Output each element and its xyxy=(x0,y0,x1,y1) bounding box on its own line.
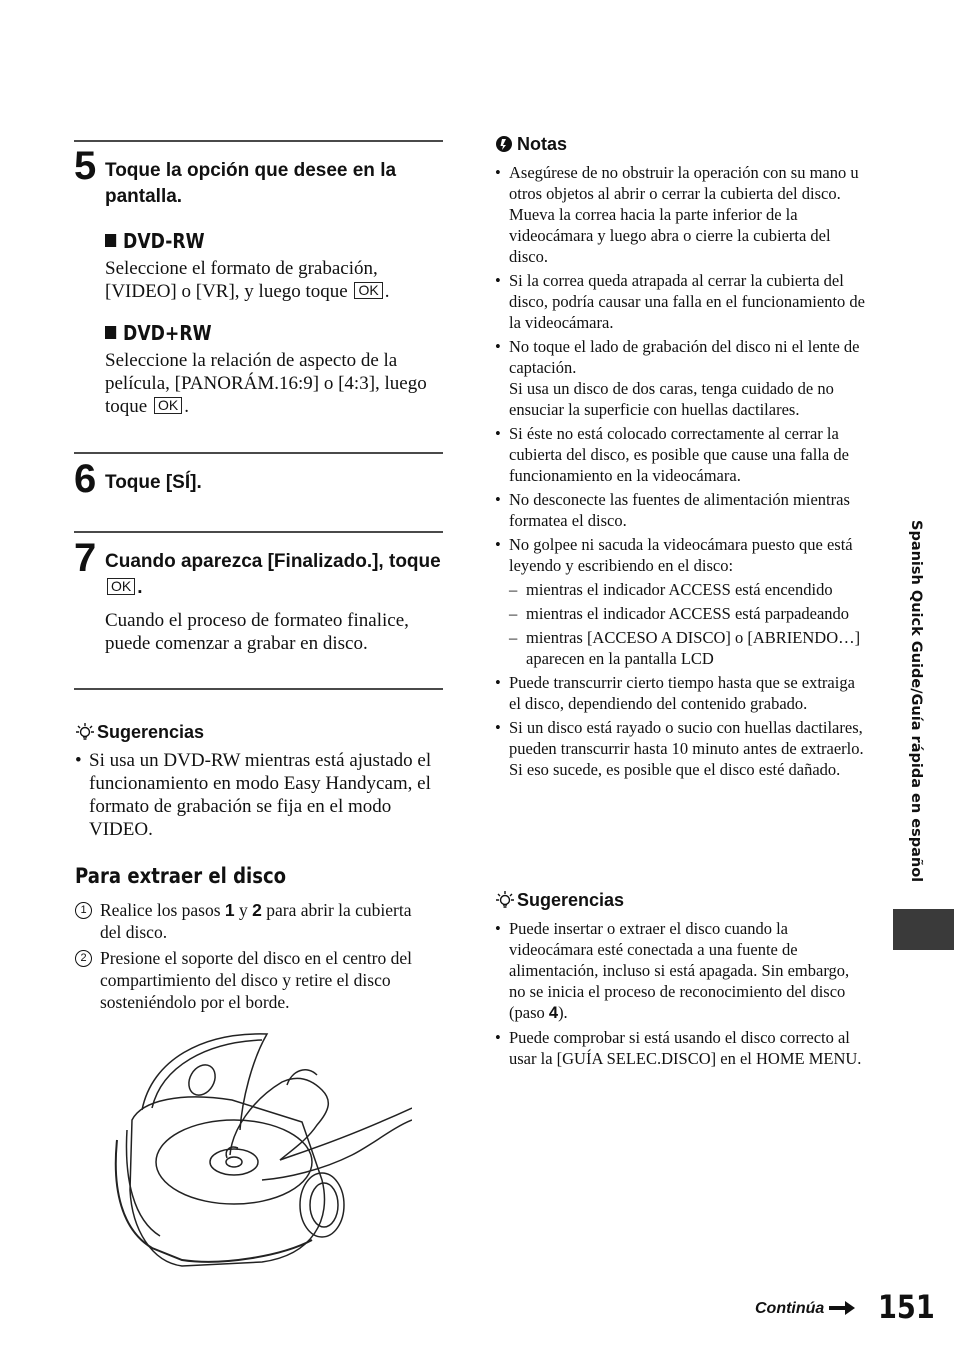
section-heading: DVD-RW xyxy=(105,229,205,253)
divider xyxy=(74,688,443,690)
numbered-step: 1 Realice los pasos 1 y 2 para abrir la cubierta del disco. xyxy=(75,899,435,943)
tips-heading: Sugerencias xyxy=(495,889,624,914)
divider xyxy=(74,452,443,454)
list-item: • Puede comprobar si está usando el disco correcto al usar la [GUÍA SELEC.DISCO] en el HOME MENU. xyxy=(495,1028,862,1068)
list-item: • Asegúrese de no obstruir la operación con su mano u otros objetos al abrir o cerrar la cubierta del disco. Mueva la correa hacia la parte inferior de la videocámara y luego abra o cierre la cubierta del disco. xyxy=(495,163,859,266)
step-title: Toque la opción que desee en la pantalla. xyxy=(105,160,397,207)
step-title: Cuando aparezca [Finalizado.], toque OK . xyxy=(105,551,441,598)
list-item: • No toque el lado de grabación del disco ni el lente de captación. Si usa un disco de dos caras, tenga cuidado de no ensuciar la superficie con huellas dactilares. xyxy=(495,337,860,419)
step-number: 7 xyxy=(74,536,97,580)
continue-label: Continúa xyxy=(755,1298,855,1322)
step-2-icon: 2 xyxy=(75,950,92,967)
caution-icon xyxy=(495,135,517,158)
section-heading: Para extraer el disco xyxy=(75,864,287,888)
lightbulb-icon xyxy=(75,721,97,746)
section-heading: DVD+RW xyxy=(105,321,212,345)
sub-list-item: – mientras [ACCESO A DISCO] o [ABRIENDO…] aparecen en la pantalla LCD xyxy=(509,628,861,668)
side-tab-label: Spanish Quick Guide/Guía rápida en español xyxy=(908,520,924,883)
square-bullet-icon xyxy=(105,326,116,339)
step-number: 5 xyxy=(74,144,97,188)
list-item: • Si usa un DVD-RW mientras está ajustado el funcionamiento en modo Easy Handycam, el formato de grabación se fija en el modo VIDEO. xyxy=(75,750,432,840)
notes-heading: Notas xyxy=(495,133,567,158)
ok-button-icon: OK xyxy=(107,578,135,595)
tips-list xyxy=(495,918,869,1072)
lightbulb-icon xyxy=(495,889,517,914)
side-tab-marker xyxy=(893,909,954,950)
numbered-step: 2 Presione el soporte del disco en el centro del compartimiento del disco y retire el disco sosteniéndolo por el borde. xyxy=(75,947,435,1013)
notes-list xyxy=(495,162,869,783)
square-bullet-icon xyxy=(105,234,116,247)
ok-button-icon: OK xyxy=(154,397,182,414)
tips-list xyxy=(75,749,443,841)
paragraph: Seleccione el formato de grabación, [VIDEO] o [VR], y luego toque OK . xyxy=(105,258,390,302)
step-title: Toque [SÍ]. xyxy=(105,472,202,493)
arrow-right-icon xyxy=(829,1300,855,1322)
list-item: • No desconecte las fuentes de alimentación mientras formatea el disco. xyxy=(495,490,850,530)
tips-heading: Sugerencias xyxy=(75,721,204,746)
list-item: • No golpee ni sacuda la videocámara puesto que está leyendo y escribiendo en el disco: – mientras el indicador ACCESS está encendido – mientras el indicador ACCESS está parpadeando – mientras [ACCESO A DISCO] o [ABRIENDO…] aparecen en la pantalla LCD xyxy=(495,534,869,669)
ok-button-icon: OK xyxy=(354,282,382,299)
paragraph: Seleccione la relación de aspecto de la película, [PANORÁM.16:9] o [4:3], luego toque OK . xyxy=(105,350,427,417)
list-item: • Puede transcurrir cierto tiempo hasta que se extraiga el disco, dependiendo del contenido grabado. xyxy=(495,673,855,713)
page-number: 151 xyxy=(878,1288,935,1326)
divider xyxy=(74,531,443,533)
camcorder-illustration xyxy=(112,1030,412,1270)
sub-list-item: – mientras el indicador ACCESS está parpadeando xyxy=(509,604,850,623)
list-item: • Puede insertar o extraer el disco cuando la videocámara esté conectada a una fuente de alimentación, incluso si está apagada. Sin embargo, no se inicia el proceso de reconocimiento del disco (paso 4). xyxy=(495,919,850,1022)
list-item: • Si la correa queda atrapada al cerrar la cubierta del disco, podría causar una falla en el funcionamiento de la videocámara. xyxy=(495,271,865,332)
step-1-icon: 1 xyxy=(75,902,92,919)
step-number: 6 xyxy=(74,457,97,501)
list-item: • Si un disco está rayado o sucio con huellas dactilares, pueden transcurrir hasta 10 minuto antes de extraerlo. Si eso sucede, es posible que el disco esté dañado. xyxy=(495,718,864,779)
list-item: • Si éste no está colocado correctamente al cerrar la cubierta del disco, es posible que cause una falla de funcionamiento en la videocámara. xyxy=(495,424,849,485)
divider xyxy=(74,140,443,142)
paragraph: Cuando el proceso de formateo finalice, puede comenzar a grabar en disco. xyxy=(105,610,409,654)
sub-list-item: – mientras el indicador ACCESS está encendido xyxy=(509,580,833,599)
